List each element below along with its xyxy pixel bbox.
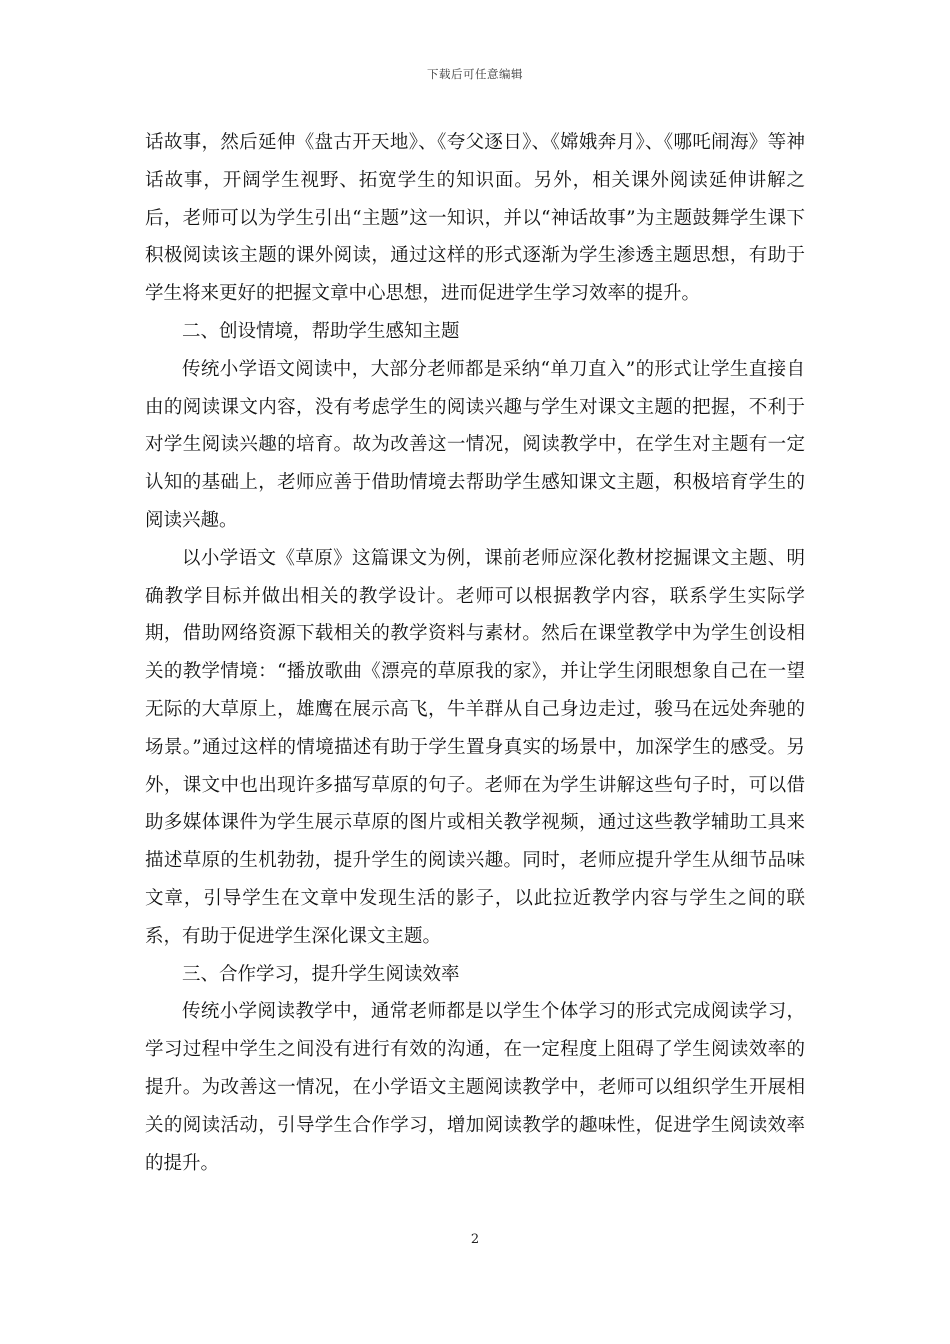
page-header: 下载后可任意编辑 <box>427 67 523 81</box>
paragraph: 传统小学语文阅读中，大部分老师都是采纳“单刀直入”的形式让学生直接自由的阅读课文内容，没有考虑学生的阅读兴趣与学生对课文主题的把握，不利于对学生阅读兴趣的培育。故为改善这一情况，阅读教学中，在学生对主题有一定认知的基础上，老师应善于借助情境去帮助学生感知课文主题，积极培育学生的阅读兴趣。 <box>145 358 805 531</box>
body-text <box>145 124 805 1182</box>
section-heading-3: 三、合作学习，提升学生阅读效率 <box>182 963 460 985</box>
section-heading-2: 二、创设情境，帮助学生感知主题 <box>182 320 460 342</box>
page-number: 2 <box>470 1232 480 1247</box>
paragraph-continuation: 话故事，然后延伸《盘古开天地》、《夸父逐日》、《嫦娥奔月》、《哪吒闹海》等神话故事，开阔学生视野、拓宽学生的知识面。另外，相关课外阅读延伸讲解之后，老师可以为学生引出“主题”这一知识，并以“神话故事”为主题鼓舞学生课下积极阅读该主题的课外阅读，通过这样的形式逐渐为学生渗透主题思想，有助于学生将来更好的把握文章中心思想，进而促进学生学习效率的提升。 <box>145 132 805 305</box>
paragraph: 以小学语文《草原》这篇课文为例，课前老师应深化教材挖掘课文主题、明确教学目标并做出相关的教学设计。老师可以根据教学内容，联系学生实际学期，借助网络资源下载相关的教学资料与素材。然后在课堂教学中为学生创设相关的教学情境：“播放歌曲《漂亮的草原我的家》，并让学生闭眼想象自己在一望无际的大草原上，雄鹰在展示高飞，牛羊群从自己身边走过，骏马在远处奔驰的场景。”通过这样的情境描述有助于学生置身真实的场景中，加深学生的感受。另外，课文中也出现许多描写草原的句子。老师在为学生讲解这些句子时，可以借助多媒体课件为学生展示草原的图片或相关教学视频，通过这些教学辅助工具来描述草原的生机勃勃，提升学生的阅读兴趣。同时，老师应提升学生从细节品味文章，引导学生在文章中发现生活的影子，以此拉近教学内容与学生之间的联系，有助于促进学生深化课文主题。 <box>145 547 805 947</box>
paragraph: 传统小学阅读教学中，通常老师都是以学生个体学习的形式完成阅读学习，学习过程中学生之间没有进行有效的沟通，在一定程度上阻碍了学生阅读效率的提升。为改善这一情况，在小学语文主题阅读教学中，老师可以组织学生开展相关的阅读活动，引导学生合作学习，增加阅读教学的趣味性，促进学生阅读效率的提升。 <box>145 1001 805 1174</box>
